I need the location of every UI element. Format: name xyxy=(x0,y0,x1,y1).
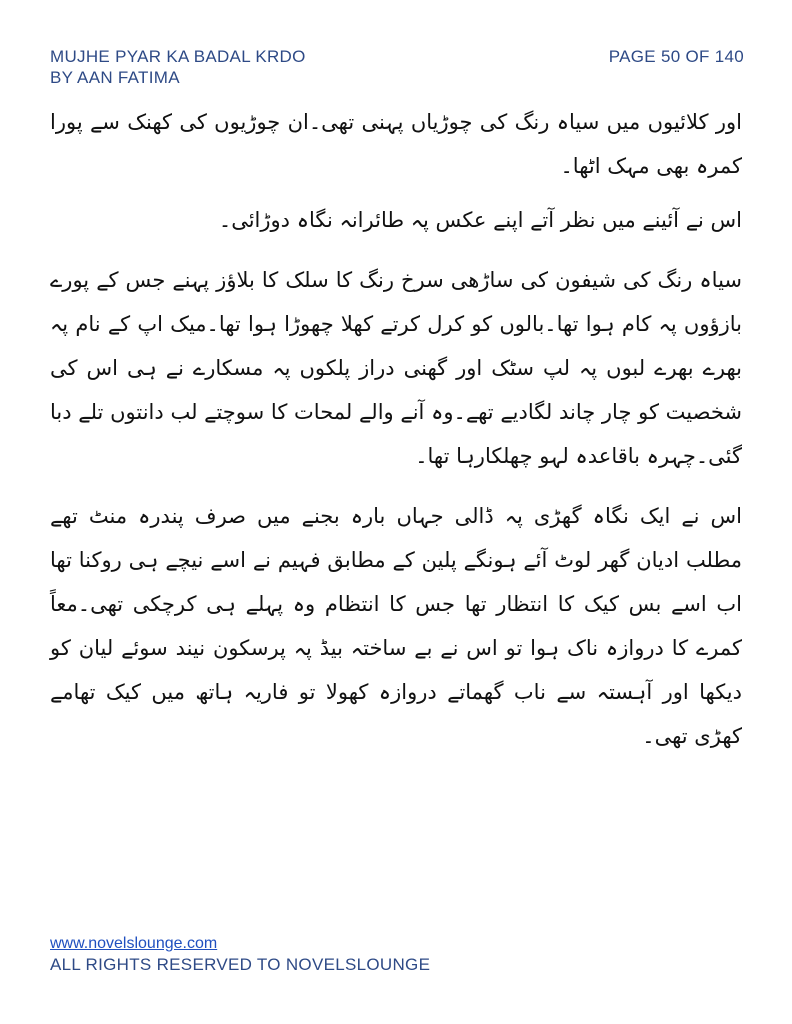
page-body xyxy=(50,100,742,758)
website-link[interactable]: www.novelslounge.com xyxy=(50,935,218,952)
novel-title: MUJHE PYAR KA BADAL KRDO xyxy=(50,47,306,66)
footer xyxy=(50,934,430,976)
paragraph: اس نے آئینے میں نظر آتے اپنے عکس پہ طائرانہ نگاہ دوڑائی۔ xyxy=(218,208,742,232)
header-left xyxy=(50,46,306,88)
paragraph: اور کلائیوں میں سیاہ رنگ کی چوڑیاں پہنی تھی۔ان چوڑیوں کی کھنک سے پورا کمرہ بھی مہک اٹھا۔ xyxy=(50,110,742,178)
author-name: BY AAN FATIMA xyxy=(50,68,180,87)
paragraph: سیاہ رنگ کی شیفون کی ساڑھی سرخ رنگ کا سلک کا بلاؤز پہنے جس کے پورے بازؤوں پہ کام ہوا تھا۔بالوں کو کرل کرتے کھلا چھوڑا ہوا تھا۔میک اپ کے نام پہ بھرے بھرے لبوں پہ لپ سٹک اور گھنی دراز پلکوں پہ مسکارے نے ہی اس کی شخصیت کو چار چاند لگادیے تھے۔وہ آنے والے لمحات کا سوچتے لب دانتوں تلے دبا گئی۔چہرہ باقاعدہ لہو چھلکارہا تھا۔ xyxy=(50,268,742,468)
paragraph: اس نے ایک نگاہ گھڑی پہ ڈالی جہاں بارہ بجنے میں صرف پندرہ منٹ تھے مطلب ادیان گھر لوٹ آئے ہونگے پلین کے مطابق فہیم نے اسے نیچے ہی روکنا تھا اب اسے بس کیک کا انتظار تھا جس کا انتظام وہ پہلے ہی کرچکی تھی۔معاً کمرے کا دروازہ ناک ہوا تو اس نے بے ساختہ بیڈ پہ پرسکون نیند سوئے لیان کو دیکھا اور آہستہ سے ناب گھماتے دروازہ کھولا تو فاریہ ہاتھ میں کیک تھامے کھڑی تھی۔ xyxy=(50,504,742,748)
page-number: PAGE 50 OF 140 xyxy=(608,47,744,66)
rights-notice: ALL RIGHTS RESERVED TO NOVELSLOUNGE xyxy=(50,955,431,974)
